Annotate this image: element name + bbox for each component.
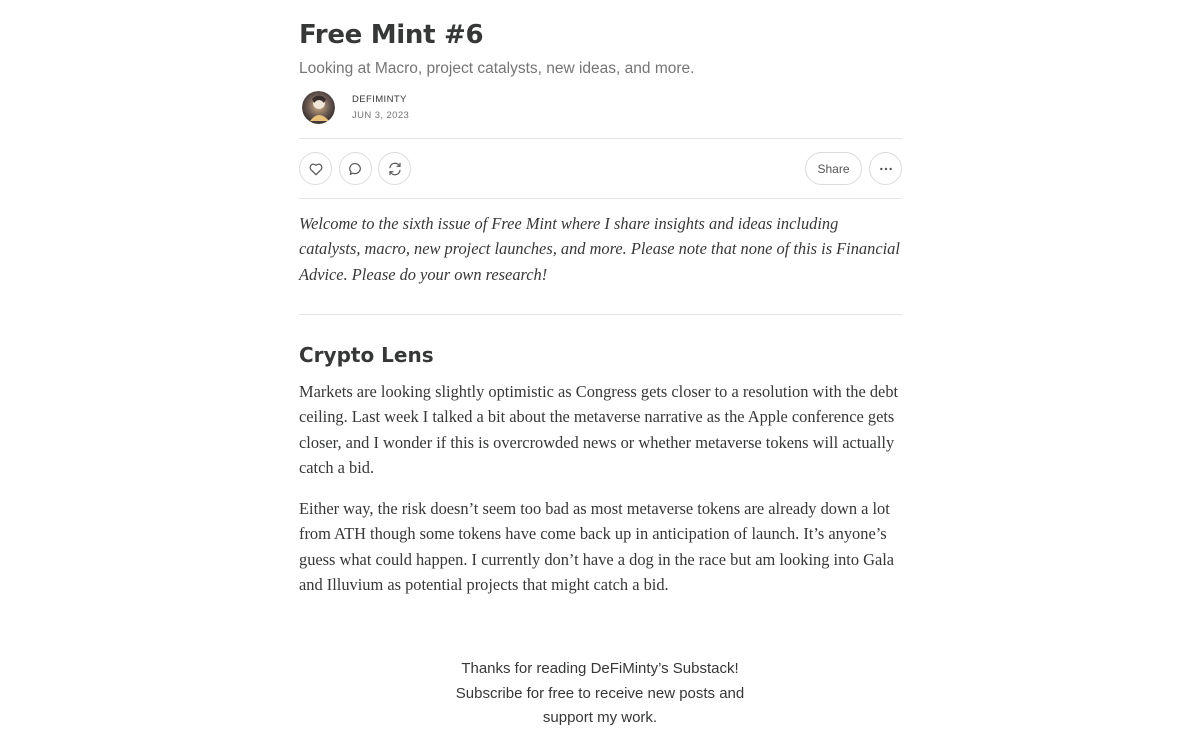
divider — [299, 138, 902, 139]
ellipsis-icon — [878, 161, 894, 177]
post-actions-bar — [299, 152, 902, 186]
author-name[interactable]: DEFIMINTY — [352, 94, 407, 105]
subscribe-callout — [450, 657, 750, 731]
subscribe-text-line: Thanks for reading DeFiMinty’s Substack! — [461, 660, 739, 677]
divider — [299, 198, 902, 199]
post-subtitle: Looking at Macro, project catalysts, new ideas, and more. — [299, 60, 695, 77]
like-button[interactable] — [299, 152, 332, 185]
comment-icon — [348, 161, 364, 177]
section-heading: Crypto Lens — [299, 343, 434, 367]
more-options-button[interactable] — [869, 152, 902, 185]
section-divider — [299, 314, 902, 315]
post-byline — [299, 88, 902, 128]
share-button[interactable]: Share — [805, 152, 862, 185]
post-title: Free Mint #6 — [299, 20, 484, 50]
comment-button[interactable] — [339, 152, 372, 185]
subscribe-text-line: support my work. — [542, 709, 658, 726]
subscribe-text-line: Subscribe for free to receive new posts and — [455, 684, 745, 702]
restack-icon — [387, 161, 403, 177]
body-paragraph: Markets are looking slightly optimistic as Congress gets closer to a resolution with the debt ceiling. Last week I talked a bit about the metaverse narrative as the Apple conference gets closer, and I wonder if this is overcrowded news or whether metaverse tokens will actually catch a bid. — [299, 382, 899, 477]
author-avatar[interactable] — [302, 91, 335, 124]
post-date: JUN 3, 2023 — [352, 110, 410, 121]
restack-button[interactable] — [378, 152, 411, 185]
body-paragraph: Either way, the risk doesn’t seem too bad as most metaverse tokens are already down a lot from ATH though some tokens have come back up in anticipation of launch. It’s anyone’s guess what could happen. I currently don’t have a dog in the race but am looking into Gala and Illuvium as potential projects that might catch a bid. — [299, 499, 895, 594]
heart-icon — [308, 161, 324, 177]
intro-paragraph: Welcome to the sixth issue of Free Mint where I share insights and ideas including catalysts, macro, new project launches, and more. Please note that none of this is Financial Advice. Please do your own research! — [299, 214, 900, 284]
